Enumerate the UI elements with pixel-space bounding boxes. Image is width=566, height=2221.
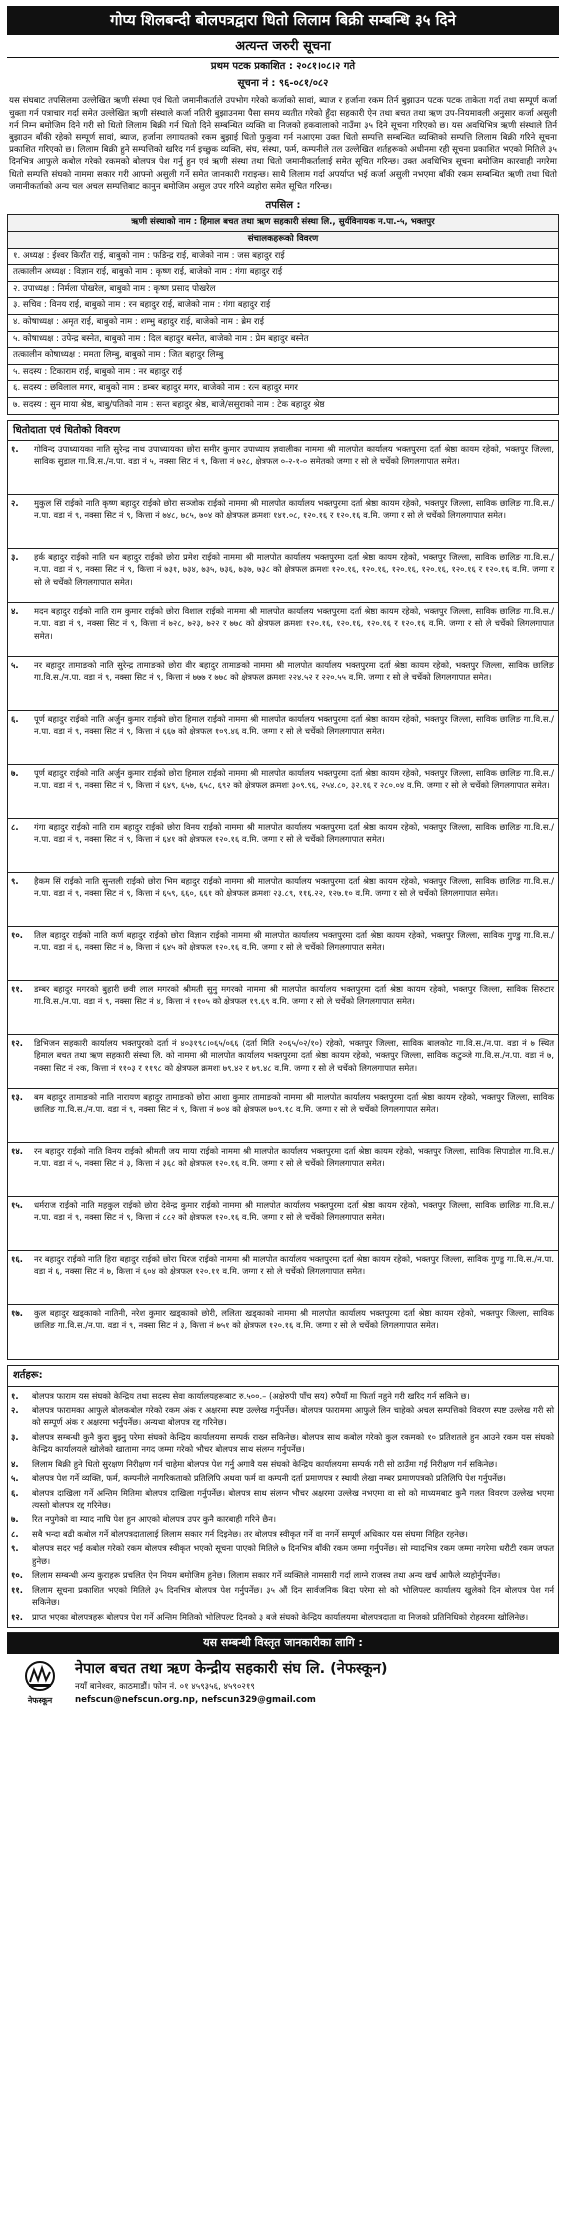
guarantor-section (7, 420, 559, 1361)
term-text: लिलाम सूचना प्रकाशित भएको मितिले ३५ दिनभित्र बोलपत्र पेश गर्नुपर्नेछ। ३५ औं दिन सार्वजनिक बिदा परेमा सो को भोलिपल्ट कार्यालय खुलेको दिन बोलपत्र पेश गर्न सकिनेछ। (32, 1584, 554, 1608)
guarantor-entry (8, 765, 558, 819)
guarantor-entry-number: ३. (11, 552, 19, 563)
official-row (8, 348, 559, 365)
guarantor-entry-number: ११. (11, 984, 23, 995)
term-number: ५. (11, 1473, 19, 1484)
term-number: ६. (11, 1487, 19, 1498)
borrower-org-row (8, 215, 559, 232)
official-row (8, 314, 559, 331)
guarantor-entry (8, 873, 558, 927)
term-number: ९. (11, 1543, 19, 1554)
official-entry: ७. सदस्य : सुन माया श्रेष्ठ, बाबु/पतिको नाम : सन्त बहादुर श्रेष्ठ, बाजे/ससुराको नाम : टेक बहादुर श्रेष्ठ (8, 397, 559, 414)
term-item (8, 1527, 558, 1541)
guarantor-entry-number: १३. (11, 1092, 23, 1103)
guarantor-entry-text: गंगा बहादुर राईको नाति राम बहादुर राईको छोरा विनय राईको नाममा श्री मालपोत कार्यालय भक्तपुरमा दर्ता श्रेष्ठा कायम रहेको, भक्तपुर जिल्ला, साविक छालिङ गा.वि.स./न.पा. वडा नं ९, नक्सा सिट नं ९, कित्ता नं ६४१ को क्षेत्रफल १२०.१६ व.मि. जग्गा र सो ले चर्चेको लिगलगापात समेत। (34, 822, 554, 845)
guarantor-entry-number: १५. (11, 1200, 23, 1211)
guarantor-section-title: धितोदाता एवं धितोको विवरण (8, 421, 558, 442)
term-number: ८. (11, 1528, 19, 1539)
organization-email[interactable]: nefscun@nefscun.org.np, nefscun329@gmail.com (75, 1694, 316, 1705)
guarantor-entry-text: तिल बहादुर राईको नाति कर्ण बहादुर राईको छोरा विज्ञान राईको नाममा श्री मालपोत कार्यालय भक्तपुरमा दर्ता श्रेष्ठा कायम रहेको, भक्तपुर जिल्ला, साविक गुण्डु गा.वि.स./न.पा. वडा नं ६, नक्सा सिट नं ७, कित्ता नं ६४५ को क्षेत्रफल १२०.१६ व.मि. जग्गा र सो ले चर्चेको लिगलगापात समेत। (34, 930, 554, 953)
term-number: ७. (11, 1514, 19, 1525)
guarantor-entry-number: ५. (11, 660, 19, 671)
official-entry: २. उपाध्यक्ष : निर्मला पोखरेल, बाबुको नाम : कृष्ण प्रसाद पोखरेल (8, 281, 559, 298)
official-entry: तत्कालीन कोषाध्यक्ष : ममता लिम्बु, बाबुको नाम : जित बहादुर लिम्बु (8, 348, 559, 365)
guarantor-entry (8, 981, 558, 1035)
guarantor-entry-text: धर्मराज राईको नाति महकुल राईको छोरा देवेन्द्र कुमार राईको नाममा श्री मालपोत कार्यालय भक्तपुरमा दर्ता श्रेष्ठा कायम रहेको, भक्तपुर जिल्ला, साविक छालिङ गा.वि.स./न.पा. वडा नं ९, नक्सा सिट नं ९, कित्ता नं ८८२ को क्षेत्रफल १२०.१६ व.मि. जग्गा र सो ले चर्चेको लिगलगापात समेत। (34, 1200, 554, 1223)
officials-header: संचालकहरूको विवरण (8, 232, 559, 249)
term-item (8, 1512, 558, 1526)
organization-address-phone: नयाँ बानेश्वर, काठमाडौं। फोन नं. ०१ ४५९३५६, ४५९०२१९ (75, 1681, 255, 1692)
official-entry: ५. सदस्य : टिकाराम राई, बाबुको नाम : नर बहादुर राई (8, 364, 559, 381)
term-item (8, 1583, 558, 1610)
guarantor-entry-text: हर्क बहादुर राईको नाति धन बहादुर राईको छोरा प्रमेश राईको नाममा श्री मालपोत कार्यालय भक्तपुरमा दर्ता श्रेष्ठा कायम रहेको, भक्तपुर जिल्ला, साविक छालिङ गा.वि.स./न.पा. वडा नं ९, नक्सा सिट नं ९, कित्ता नं ७३१, ७३४, ७३५, ७३६, ७३७, ७३८ को क्षेत्रफल क्रमशः १२०.१६, १२०.१६, १२०.१६, १२०.१६, १२०.१६ र १२०.१६ व.मि. जग्गा र सो ले चर्चेको लिगलगापात समेत। (34, 552, 554, 587)
guarantor-entry-text: डिभिजन सहकारी कार्यालय भक्तपुरको दर्ता नं ४०३१९८।०६५/०६६ (दर्ता मिति २०६५/०२/१०) रहेको, भक्तपुर जिल्ला, साविक बालकोट गा.वि.स./न.पा. वडा नं ७ स्थित हिमाल बचत तथा ऋण सहकारी संस्था लि. को नाममा श्री मालपोत कार्यालय भक्तपुरमा दर्ता श्रेष्ठा कायम रहेको, भक्तपुर जिल्ला, साविक कटुञ्जे गा.वि.स./न.पा. वडा नं ७, नक्सा सिट नं २क, कित्ता नं ११०३ र ११९८ को क्षेत्रफल क्रमशः ७९.४२ र ७९.४८ व.मि. जग्गा र सो ले चर्चेको लिगलगापात समेत। (34, 1038, 554, 1073)
guarantor-entry (8, 495, 558, 549)
notice-number: सूचना नं : ९६-०८१/०८२ (237, 77, 329, 89)
guarantor-entry-number: ७. (11, 768, 19, 779)
guarantor-entry-text: नर बहादुर राईको नाति हिरा बहादुर राईको छोरा धिरज राईको नाममा श्री मालपोत कार्यालय भक्तपुरमा दर्ता श्रेष्ठा कायम रहेको, भक्तपुर जिल्ला, साविक गुण्डु गा.वि.स./न.पा. वडा नं ६, नक्सा सिट नं ७, कित्ता नं ६०४ को क्षेत्रफल १२०.११ व.मि. जग्गा र सो ले चर्चेको लिगलगापात समेत। (34, 1254, 554, 1277)
guarantor-entry (8, 1143, 558, 1197)
guarantor-entry (8, 1305, 558, 1359)
guarantor-entry-text: डम्बर बहादुर मगरको बुहारी छवी लाल मगरको श्रीमती सुनु मगरको नाममा श्री मालपोत कार्यालय भक्तपुरमा दर्ता श्रेष्ठा कायम रहेको, भक्तपुर जिल्ला, साविक सिरुटार गा.वि.स./न.पा. वडा नं ९, नक्सा सिट नं ४, कित्ता नं ११०५ को क्षेत्रफल १९.६९ व.मि. जग्गा र सो ले चर्चेको लिगलगापात समेत। (34, 984, 554, 1007)
guarantor-entry-number: १४. (11, 1146, 23, 1157)
term-item (8, 1541, 558, 1568)
official-row (8, 248, 559, 265)
logo-block (13, 1660, 67, 1707)
term-number: ४. (11, 1458, 19, 1469)
guarantor-entry (8, 657, 558, 711)
terms-list (8, 1387, 558, 1627)
guarantor-entry-text: रन बहादुर राईको नाति विनय राईको श्रीमती जय माया राईको नाममा श्री मालपोत कार्यालय भक्तपुरमा दर्ता श्रेष्ठा कायम रहेको, भक्तपुर जिल्ला, साविक सिपाडोल गा.वि.स./न.पा. वडा नं ५, नक्सा सिट नं ३, कित्ता नं ३६८ को क्षेत्रफल १२०.१६ व.मि. जग्गा र सो ले चर्चेको लिगलगापात समेत। (34, 1146, 554, 1169)
guarantor-entry-text: बम बहादुर तामाङको नाति नारायण बहादुर तामाङको छोरा आशा कुमार तामाङको नाममा श्री मालपोत कार्यालय भक्तपुरमा दर्ता श्रेष्ठा कायम रहेको, भक्तपुर जिल्ला, साविक छालिङ गा.वि.स./न.पा. वडा नं ९, नक्सा सिट नं ९, कित्ता नं ७०४ को क्षेत्रफल ७०९.१८ व.मि. जग्गा र सो ले चर्चेको लिगलगापात समेत। (34, 1092, 554, 1115)
term-item (8, 1403, 558, 1430)
term-item (8, 1430, 558, 1457)
guarantor-entry-number: १६. (11, 1254, 23, 1265)
guarantor-entry-text: कुल बहादुर खड्काको नातिनी, नरेश कुमार खड्काको छोरी, ललिता खड्काको नाममा श्री मालपोत कार्यालय भक्तपुरमा दर्ता श्रेष्ठा कायम रहेको, भक्तपुर जिल्ला, साविक छालिङ गा.वि.स./न.पा. वडा नं ९, नक्सा सिट नं ३, कित्ता नं ७५१ को क्षेत्रफल १२०.१६ व.मि. जग्गा र सो ले चर्चेको लिगलगापात समेत। (34, 1308, 554, 1331)
term-number: २. (11, 1404, 19, 1415)
official-entry: ६. सदस्य : छविलाल मगर, बाबुको नाम : डम्बर बहादुर मगर, बाजेको नाम : रत्न बहादुर मगर (8, 381, 559, 398)
guarantor-entry-number: ४. (11, 606, 19, 617)
guarantor-entry-number: ८. (11, 822, 19, 833)
official-row (8, 397, 559, 414)
term-text: बोलपत्र सम्बन्धी कुनै कुरा बुझ्नु परेमा संघको केन्द्रिय कार्यालयमा सम्पर्क राख्न सकिनेछ। बोलपत्र साथ कबोल गरेको कुल रकमको १० प्रतिशतले हुन आउने रकम यस संघको केन्द्रिय कार्यालयले खोलेको खातामा नगद जम्मा गरेको भौचर बोलपत्र साथ संलग्न गर्नुपर्नेछ। (32, 1431, 554, 1455)
term-item (8, 1486, 558, 1513)
official-row (8, 381, 559, 398)
guarantor-entry (8, 603, 558, 657)
term-text: बोलपत्र फारामका आफुले बोलकबोल गरेको रकम अंक र अक्षरमा स्पष्ट उल्लेख गर्नुपर्नेछ। बोलपत्र फाराममा आफुले लिन चाहेको अचल सम्पत्तिको विवरण स्पष्ट उल्लेख गरी सो को सम्पूर्ण अंक र अक्षरमा भर्नुपर्नेछ। अन्यथा बोलपत्र रद्द गरिनेछ। (32, 1404, 554, 1428)
official-entry: ५. कोषाध्यक्ष : उपेन्द्र बस्नेत, बाबुको नाम : दिल बहादुर बस्नेत, बाजेको नाम : प्रेम बहादुर बस्नेत (8, 331, 559, 348)
guarantor-entry-number: १०. (11, 930, 23, 941)
terms-title: शर्तहरू: (8, 1366, 558, 1387)
term-number: १. (11, 1390, 19, 1401)
term-text: रित नपुगेको वा म्याद नाघि पेश हुन आएको बोलपत्र उपर कुनै कारबाही गरिने छैन। (32, 1514, 277, 1525)
term-text: लिलाम सम्बन्धी अन्य कुराहरू प्रचलित ऐन नियम बमोजिम हुनेछ। लिलाम सकार गर्ने व्यक्तिले नामसारी गर्दा लाग्ने राजस्व तथा अन्य खर्च आफैले व्यहोर्नुपर्नेछ। (32, 1570, 501, 1581)
official-row (8, 281, 559, 298)
footer (7, 1654, 559, 1711)
borrower-org-name: ऋणी संस्थाको नाम : हिमाल बचत तथा ऋण सहकारी संस्था लि., सुर्यविनायक न.पा.-५, भक्तपुर (8, 215, 559, 232)
guarantor-entry (8, 1035, 558, 1089)
term-text: बोलपत्र सदर भई कबोल गरेको रकम बोलपत्र स्वीकृत भएको सूचना पाएको मितिले ७ दिनभित्र बाँकी रकम जम्मा गर्नुपर्नेछ। सो म्यादभित्र रकम जम्मा नगरेमा धरौटी रकम जफत हुनेछ। (32, 1543, 554, 1566)
term-item (8, 1610, 558, 1624)
urgent-title: अत्यन्त जरुरी सूचना (7, 38, 559, 59)
guarantor-entry (8, 711, 558, 765)
term-number: ३. (11, 1431, 19, 1442)
guarantor-entry (8, 549, 558, 603)
term-item (8, 1457, 558, 1471)
guarantor-entry-number: २. (11, 498, 19, 509)
term-text: बोलपत्र फाराम यस संघको केन्द्रिय तथा सदस्य सेवा कार्यालयहरूबाट रु.५००.– (अक्षेरुपी पाँच सय) रुपैयाँ मा फिर्ता नहुने गरी खरिद गर्न सकिने छ। (32, 1390, 470, 1401)
term-number: १०. (11, 1570, 23, 1581)
term-item (8, 1389, 558, 1403)
guarantor-entry-text: गोविन्द उपाध्यायका नाति सुरेन्द्र नाथ उपाध्यायका छोरा समीर कुमार उपाध्याय ज्ञवालीका नाममा श्री मालपोत कार्यालय भक्तपुरमा दर्ता श्रेष्ठा कायम रहेको, भक्तपुर जिल्ला, साविक सुडाल गा.वि.स./न.पा. वडा नं ५, नक्सा सिट नं ९, कित्ता नं ७२८, क्षेत्रफल ०-२-१-० समेतको जग्गा र सो ले चर्चेको लिगलगापात समेत। (34, 444, 554, 467)
guarantor-entry-text: पूर्ण बहादुर राईको नाति अर्जुन कुमार राईको छोरा हिमाल राईको नाममा श्री मालपोत कार्यालय भक्तपुरमा दर्ता श्रेष्ठा कायम रहेको, भक्तपुर जिल्ला, साविक छालिङ गा.वि.स./न.पा. वडा नं ९, नक्सा सिट नं ९, कित्ता नं ६४९, ६५७, ६५८, ६९२ को क्षेत्रफल क्रमशः ३०९.९६, २५४.८०, ३२.१६ र २८०.०४ व.मि. जग्गा र सो ले चर्चेको लिगलगापात समेत। (34, 768, 554, 791)
official-row (8, 298, 559, 315)
guarantor-entry-number: ६. (11, 714, 19, 725)
term-text: लिलाम बिक्री हुने धितो सुरक्षण निरीक्षण गर्न चाहेमा बोलपत्र पेश गर्नु अगावै यस संघको केन्द्रिय कार्यालयमा सम्पर्क गरी सो ठाउँमा गई निरीक्षण गर्न सकिनेछ। (32, 1458, 498, 1469)
official-row (8, 265, 559, 282)
guarantor-entry-text: नर बहादुर तामाङको नाति सुरेन्द्र तामाङको छोरा वीर बहादुर तामाङको नाममा श्री मालपोत कार्यालय भक्तपुरमा दर्ता श्रेष्ठा कायम रहेको, भक्तपुर जिल्ला, साविक छालिङ गा.वि.स./न.पा. वडा नं ९, नक्सा सिट नं ९, कित्ता नं ७७७ र ७७८ को क्षेत्रफल क्रमशः २२४.५२ र २२०.५५ व.मि. जग्गा र सो ले चर्चेको लिगलगापात समेत। (34, 660, 554, 683)
publication-info (7, 58, 559, 76)
guarantor-entry-text: मदन बहादुर राईको नाति राम कुमार राईको छोरा विशाल राईको नाममा श्री मालपोत कार्यालय भक्तपुरमा दर्ता श्रेष्ठा कायम रहेको, भक्तपुर जिल्ला, साविक छालिङ गा.वि.स./न.पा. वडा नं ९, नक्सा सिट नं ९, कित्ता नं ७२८, ७२३, ७२२ र ७७८ को क्षेत्रफल क्रमशः १२०.१६, १२०.१६, १२०.१६ र १२०.१६ व.मि. जग्गा र सो ले चर्चेको लिगलगापात समेत। (34, 606, 554, 641)
term-number: ११. (11, 1584, 23, 1595)
term-number: १२. (11, 1611, 23, 1622)
guarantor-entry-number: १. (11, 444, 19, 455)
term-text: बोलपत्र दाखिला गर्ने अन्तिम मितिमा बोलपत्र दाखिला गर्नुपर्नेछ। बोलपत्र साथ संलग्न भौचर अक्षरमा उल्लेख नभएमा वा सो को माध्यमबाट कुनै गलत विवरण उल्लेख भएमा त्यस्तो बोलपत्र रद्द गरिनेछ। (32, 1487, 554, 1511)
borrower-table (7, 214, 559, 414)
guarantor-entry (8, 1197, 558, 1251)
official-entry: ४. कोषाध्यक्ष : अमृत राई, बाबुको नाम : शम्भु बहादुर राई, बाजेको नाम : ब्रेम राई (8, 314, 559, 331)
term-text: बोलपत्र पेश गर्ने व्यक्ति, फर्म, कम्पनीले नागरिकताको प्रतिलिपि अथवा फर्म वा कम्पनी दर्ता प्रमाणपत्र र स्थायी लेखा नम्बर प्रमाणपत्रको प्रतिलिपि पेश गर्नुपर्नेछ। (32, 1473, 506, 1484)
official-row (8, 364, 559, 381)
first-published: प्रथम पटक प्रकाशित : २०८१।०८।२ गते (210, 61, 356, 73)
intro-paragraph: यस संघबाट तपसिलमा उल्लेखित ऋणी संस्था एवं धितो जमानीकर्ताले उपभोग गरेको कर्जाको सावां, ब्याज र हर्जाना रकम तिर्न बुझाउन पटक पटक ताकेता गर्दा तथा सम्पूर्ण कर्जा चुक्ता गर्न पत्राचार गर्दा समेत उल्लेखित ऋणी संस्थाले कर्जा नतिरी बुझाउनमा पैसा समय व्यतीत गरेको हुँदा सहकारी ऐन तथा बचत तथा ऋण उप-नियमावली अनुसार कर्जा असुली गर्न निम्न बमोजिम दिने गरी सो धितो लिलाम बिक्री गर्न धितो दिने सम्बन्धित व्यक्ति वा निजको हकवालाको नाउँमा ३५ दिने सूचना गरिएको छ। यस अवधिभित्र ऋणी संस्थाले तिर्न बुझाउन बाँकी रहेको सम्पूर्ण सावां, ब्याज, हर्जाना लगायतको रकम बुझाई धितो फुकुवा गर्न नआएमा उक्त धितो सम्पत्ति सम्बन्धित व्यक्तिको सम्पत्ति लिलाम बिक्री गरिने सूचना प्रकाशित गरिएको छ। लिलाम बिक्री हुने सम्पत्तिको खरिद गर्न इच्छुक व्यक्ति, संघ, संस्था, फर्म, कम्पनीले तल उल्लेखित शर्तहरूको अधीनमा रही सूचना प्रकाशित भएको मितिले ३५ दिनभित्र आफुले कबोल गरेको रकमको बोलपत्र पेश गर्नु हुन एवं ऋणी संस्था तथा धितो जमानीकर्तालाई समेत सूचित गरिन्छ। उक्त अवधिभित्र सूचना बमोजिम कारवाही नगरेमा धितो सम्पत्ति संघको नाममा सकार गरी आफ्नो असुली गर्ने समेत जानकारी गराइन्छ। साथै लिलाम गर्दा अपर्याप्त भई कर्जा असुली नभएमा बाँकी रकम सम्बन्धित ऋणी तथा धितो जमानीकर्ताको अन्य चल अचल सम्पत्तिबाट कानुन बमोजिम असुल उपर गरिने व्यहोरा समेत सूचित गरिन्छ। (9, 96, 557, 192)
official-row (8, 331, 559, 348)
term-text: सबै भन्दा बढी कबोल गर्ने बोलपत्रदातालाई लिलाम सकार गर्न दिइनेछ। तर बोलपत्र स्वीकृत गर्ने वा नगर्ने सम्पूर्ण अधिकार यस संघमा निहित रहनेछ। (32, 1528, 468, 1539)
tapasil-label: तपसिल : (265, 199, 301, 211)
organization-name: नेपाल बचत तथा ऋण केन्द्रीय सहकारी संघ लि. (नेफस्कून) (75, 1661, 388, 1678)
guarantor-entry-number: ९. (11, 876, 19, 887)
official-entry: तत्कालीन अध्यक्ष : विज्ञान राई, बाबुको नाम : कृष्ण राई, बाजेको नाम : गंगा बहादुर राई (8, 265, 559, 282)
guarantor-entry-text: पूर्ण बहादुर राईको नाति अर्जुन कुमार राईको छोरा हिमाल राईको नाममा श्री मालपोत कार्यालय भक्तपुरमा दर्ता श्रेष्ठा कायम रहेको, भक्तपुर जिल्ला, साविक छालिङ गा.वि.स./न.पा. वडा नं ९, नक्सा सिट नं ९, कित्ता नं ६६७ को क्षेत्रफल १०९.४६ व.मि. जग्गा र सो ले चर्चेको लिगलगापात समेत। (34, 714, 554, 737)
term-item (8, 1568, 558, 1582)
guarantor-entry (8, 1089, 558, 1143)
nefscun-logo-icon (20, 1660, 60, 1696)
logo-caption: नेफस्कून (27, 1695, 53, 1705)
guarantor-entry (8, 819, 558, 873)
guarantor-entry (8, 1251, 558, 1305)
guarantor-entry-number: १२. (11, 1038, 23, 1049)
organization-info (75, 1660, 553, 1706)
notice-headline: गोप्य शिलबन्दी बोलपत्रद्वारा धितो लिलाम बिक्री सम्बन्धि ३५ दिने (7, 6, 559, 35)
guarantor-entry-number: १७. (11, 1308, 23, 1319)
term-text: प्राप्त भएका बोलपत्रहरू बोलपत्र पेश गर्ने अन्तिम मितिको भोलिपल्ट दिनको ३ बजे संघको केन्द्रिय कार्यालयमा बोलपत्रदाता वा निजको प्रतिनिधिको रोहवरमा खोलिनेछ। (32, 1611, 529, 1622)
terms-section (7, 1365, 559, 1628)
term-item (8, 1471, 558, 1485)
officials-header-row (8, 232, 559, 249)
official-entry: १. अध्यक्ष : ईश्वर किराँत राई, बाबुको नाम : फडिन्द्र राई, बाजेको नाम : जस बहादुर राई (8, 248, 559, 265)
contact-bar: यस सम्बन्धी विस्तृत जानकारीका लागि : (7, 1632, 559, 1654)
guarantor-entry (8, 441, 558, 495)
guarantor-list (8, 441, 558, 1359)
guarantor-entry-text: हैकम सिं राईको नाति सुन्तली राईको छोरा भिम बहादुर राईको नाममा श्री मालपोत कार्यालय भक्तपुरमा दर्ता श्रेष्ठा कायम रहेको, भक्तपुर जिल्ला, साविक छालिङ गा.वि.स./न.पा. वडा नं ९, नक्सा सिट नं ९, कित्ता नं ६५९, ६६०, ६६१ को क्षेत्रफल क्रमशः २३.८९, ११६.२२, १२७.१० व.मि. जग्गा र सो ले चर्चेको लिगलगापात समेत। (34, 876, 554, 899)
guarantor-entry-text: मुकुल सिं राईको नाति कृष्ण बहादुर राईको छोरा सञ्जोक राईको नाममा श्री मालपोत कार्यालय भक्तपुरमा दर्ता श्रेष्ठा कायम रहेको, भक्तपुर जिल्ला, साविक छालिङ गा.वि.स./न.पा. वडा नं ९, नक्सा सिट नं ९, कित्ता नं ७४८, ७८५, ७०४ को क्षेत्रफल क्रमशः १४१.०८, १२०.१६ र १२०.१६ व.मि. जग्गा र सो ले चर्चेको लिगलगापात समेत। (34, 498, 554, 521)
official-entry: ३. सचिव : विनय राई, बाबुको नाम : रन बहादुर राई, बाजेको नाम : गंगा बहादुर राई (8, 298, 559, 315)
guarantor-entry (8, 927, 558, 981)
